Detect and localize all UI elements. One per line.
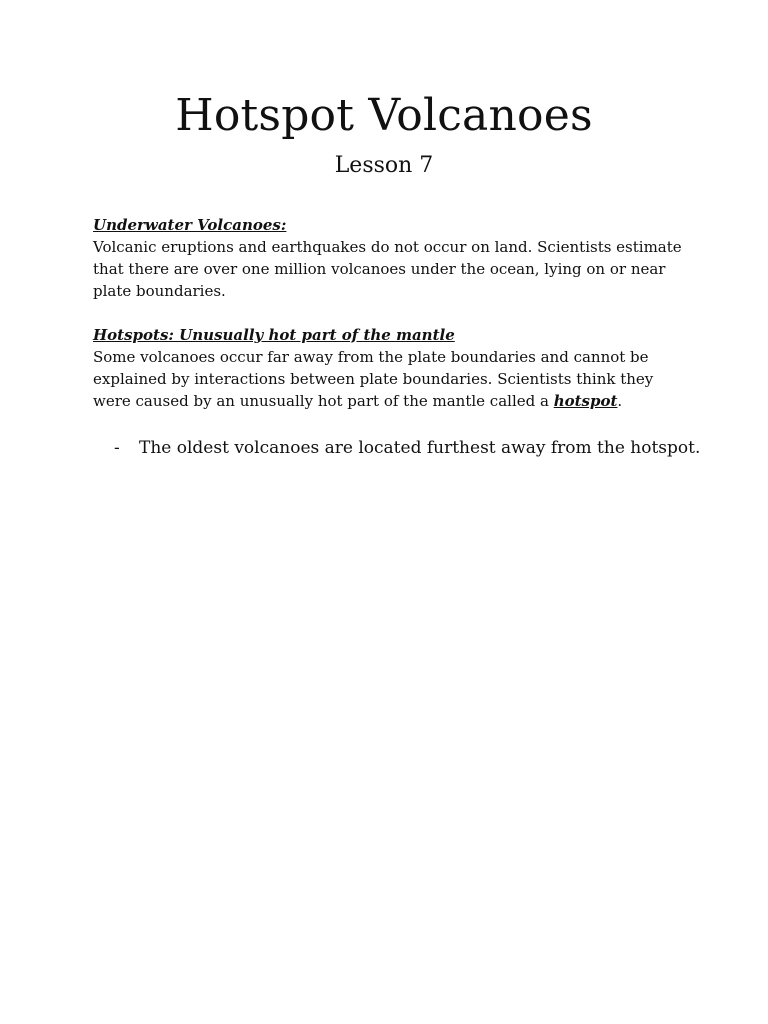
bullet-list [114,435,734,461]
section-heading: Underwater Volcanoes: [93,216,287,234]
hotspot-term: hotspot [553,392,618,410]
bullet-text: The oldest volcanoes are located furthest away from the hotspot. [139,438,701,458]
section-heading: Hotspots: Unusually hot part of the mantle [93,326,455,344]
paragraph-text: Some volcanoes occur far away from the plate boundaries and cannot be explained by interactions between plate boundaries. Scientists think they were caused by an unusually hot part of the mantle called a [93,348,654,410]
section-hotspots [93,324,683,412]
section-paragraph [93,346,683,412]
section-paragraph: Volcanic eruptions and earthquakes do not occur on land. Scientists estimate that there are over one million volcanoes under the ocean, lying on or near plate boundaries. [93,238,682,300]
document-body [93,214,683,434]
page-title: Hotspot Volcanoes [175,90,593,141]
section-underwater-volcanoes [93,214,683,302]
bullet-marker: - [114,438,120,458]
lesson-subtitle: Lesson 7 [334,153,434,178]
bullet-item [114,435,734,461]
paragraph-end: . [617,392,623,410]
